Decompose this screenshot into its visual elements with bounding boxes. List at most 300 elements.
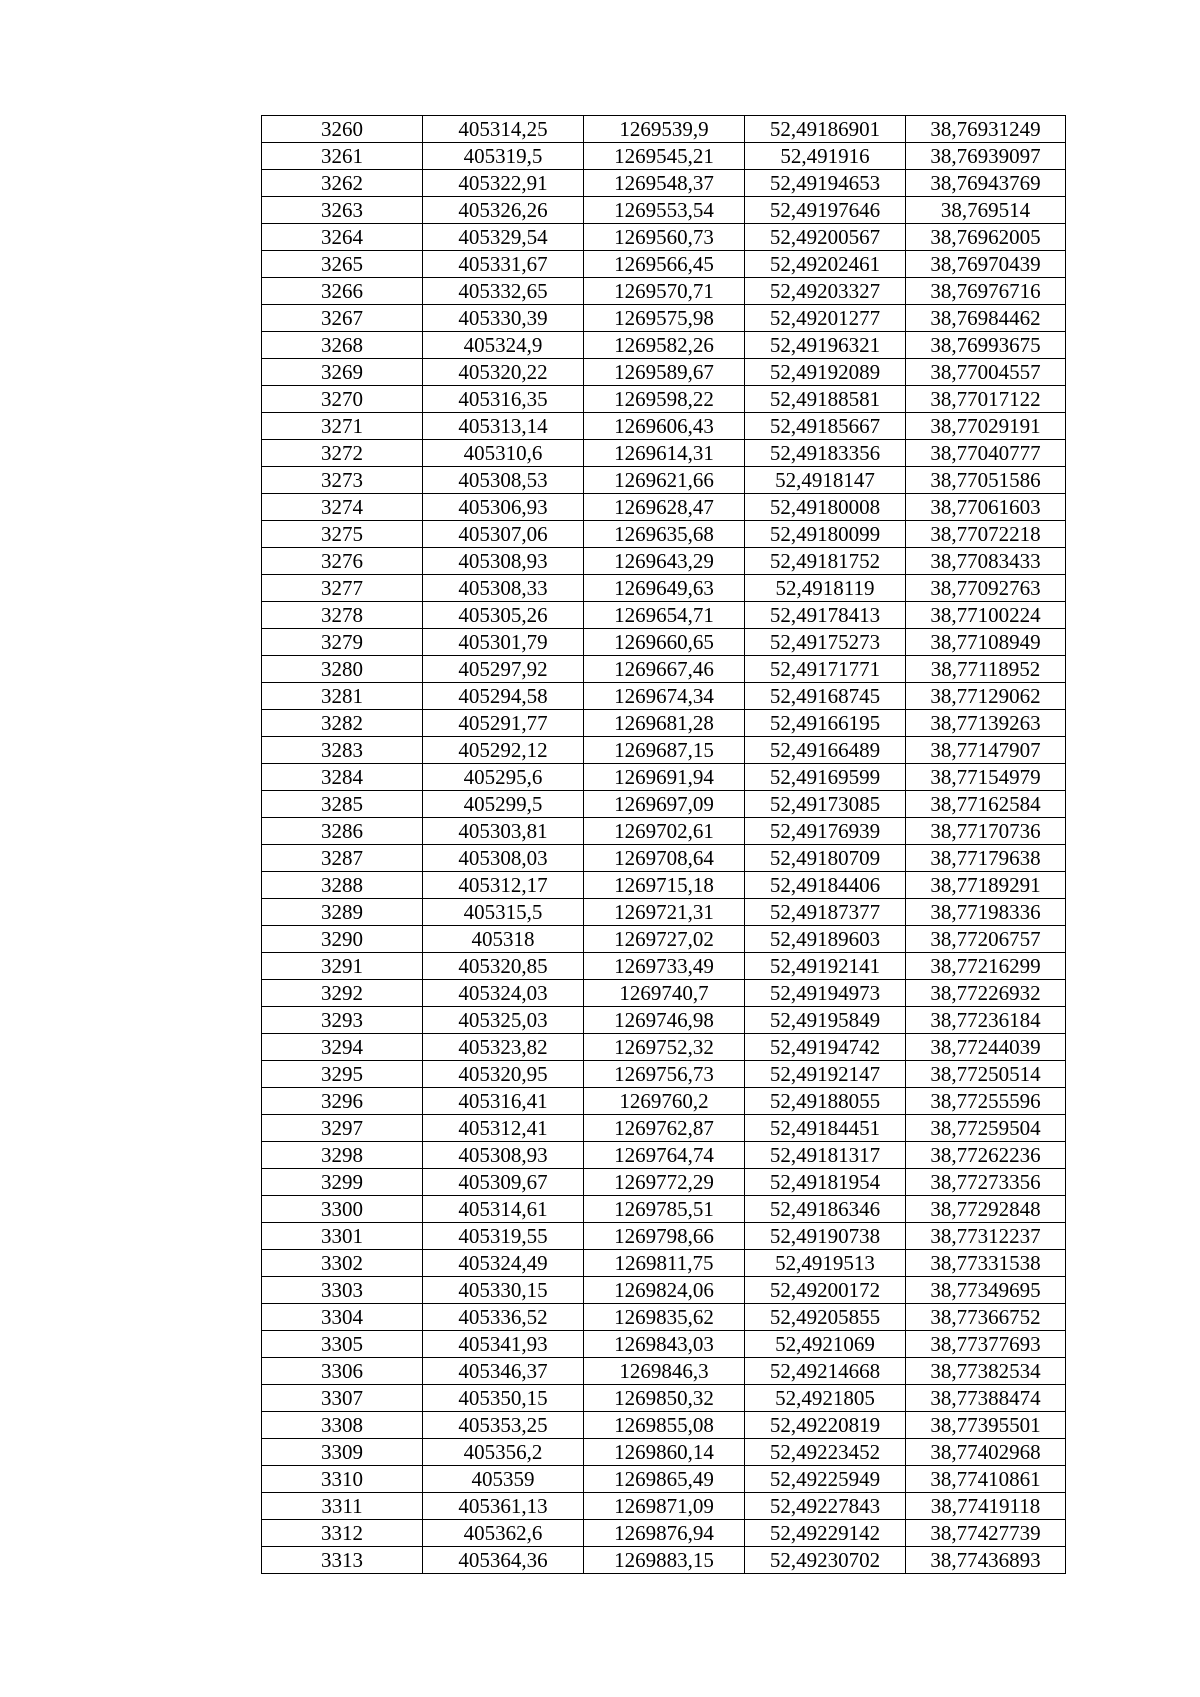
latitude-cell: 52,49190738 <box>745 1223 906 1250</box>
y-coordinate-cell: 1269865,49 <box>584 1466 745 1493</box>
table-row <box>262 1142 1066 1169</box>
y-coordinate-cell: 1269752,32 <box>584 1034 745 1061</box>
longitude-cell: 38,76931249 <box>906 116 1066 143</box>
point-number-cell: 3279 <box>262 629 423 656</box>
longitude-cell: 38,77108949 <box>906 629 1066 656</box>
y-coordinate-cell: 1269708,64 <box>584 845 745 872</box>
point-number-cell: 3271 <box>262 413 423 440</box>
x-coordinate-cell: 405320,22 <box>423 359 584 386</box>
point-number-cell: 3267 <box>262 305 423 332</box>
table-row <box>262 872 1066 899</box>
latitude-cell: 52,49188055 <box>745 1088 906 1115</box>
table-row <box>262 1358 1066 1385</box>
table-row <box>262 1439 1066 1466</box>
point-number-cell: 3297 <box>262 1115 423 1142</box>
longitude-cell: 38,77255596 <box>906 1088 1066 1115</box>
x-coordinate-cell: 405324,03 <box>423 980 584 1007</box>
latitude-cell: 52,49184451 <box>745 1115 906 1142</box>
latitude-cell: 52,49186901 <box>745 116 906 143</box>
y-coordinate-cell: 1269553,54 <box>584 197 745 224</box>
point-number-cell: 3273 <box>262 467 423 494</box>
point-number-cell: 3262 <box>262 170 423 197</box>
longitude-cell: 38,77051586 <box>906 467 1066 494</box>
latitude-cell: 52,49175273 <box>745 629 906 656</box>
x-coordinate-cell: 405308,53 <box>423 467 584 494</box>
point-number-cell: 3287 <box>262 845 423 872</box>
point-number-cell: 3277 <box>262 575 423 602</box>
table-row <box>262 116 1066 143</box>
longitude-cell: 38,77118952 <box>906 656 1066 683</box>
x-coordinate-cell: 405292,12 <box>423 737 584 764</box>
table-row <box>262 413 1066 440</box>
table-row <box>262 899 1066 926</box>
longitude-cell: 38,77402968 <box>906 1439 1066 1466</box>
y-coordinate-cell: 1269715,18 <box>584 872 745 899</box>
table-row <box>262 278 1066 305</box>
point-number-cell: 3265 <box>262 251 423 278</box>
x-coordinate-cell: 405332,65 <box>423 278 584 305</box>
latitude-cell: 52,49230702 <box>745 1547 906 1574</box>
y-coordinate-cell: 1269855,08 <box>584 1412 745 1439</box>
longitude-cell: 38,77250514 <box>906 1061 1066 1088</box>
y-coordinate-cell: 1269687,15 <box>584 737 745 764</box>
x-coordinate-cell: 405326,26 <box>423 197 584 224</box>
table-row <box>262 1466 1066 1493</box>
y-coordinate-cell: 1269721,31 <box>584 899 745 926</box>
point-number-cell: 3307 <box>262 1385 423 1412</box>
table-row <box>262 467 1066 494</box>
latitude-cell: 52,49220819 <box>745 1412 906 1439</box>
latitude-cell: 52,49173085 <box>745 791 906 818</box>
x-coordinate-cell: 405346,37 <box>423 1358 584 1385</box>
point-number-cell: 3302 <box>262 1250 423 1277</box>
point-number-cell: 3311 <box>262 1493 423 1520</box>
point-number-cell: 3278 <box>262 602 423 629</box>
table-row <box>262 359 1066 386</box>
longitude-cell: 38,77189291 <box>906 872 1066 899</box>
y-coordinate-cell: 1269643,29 <box>584 548 745 575</box>
latitude-cell: 52,49225949 <box>745 1466 906 1493</box>
y-coordinate-cell: 1269614,31 <box>584 440 745 467</box>
y-coordinate-cell: 1269598,22 <box>584 386 745 413</box>
y-coordinate-cell: 1269570,71 <box>584 278 745 305</box>
table-row <box>262 521 1066 548</box>
point-number-cell: 3304 <box>262 1304 423 1331</box>
point-number-cell: 3300 <box>262 1196 423 1223</box>
y-coordinate-cell: 1269835,62 <box>584 1304 745 1331</box>
x-coordinate-cell: 405312,41 <box>423 1115 584 1142</box>
x-coordinate-cell: 405312,17 <box>423 872 584 899</box>
latitude-cell: 52,49229142 <box>745 1520 906 1547</box>
point-number-cell: 3295 <box>262 1061 423 1088</box>
table-row <box>262 251 1066 278</box>
latitude-cell: 52,49194973 <box>745 980 906 1007</box>
y-coordinate-cell: 1269764,74 <box>584 1142 745 1169</box>
x-coordinate-cell: 405313,14 <box>423 413 584 440</box>
coordinates-table <box>261 115 1066 1574</box>
point-number-cell: 3293 <box>262 1007 423 1034</box>
longitude-cell: 38,77206757 <box>906 926 1066 953</box>
table-row <box>262 224 1066 251</box>
x-coordinate-cell: 405309,67 <box>423 1169 584 1196</box>
latitude-cell: 52,49194742 <box>745 1034 906 1061</box>
latitude-cell: 52,4918147 <box>745 467 906 494</box>
latitude-cell: 52,49166489 <box>745 737 906 764</box>
point-number-cell: 3264 <box>262 224 423 251</box>
point-number-cell: 3299 <box>262 1169 423 1196</box>
y-coordinate-cell: 1269697,09 <box>584 791 745 818</box>
table-row <box>262 683 1066 710</box>
longitude-cell: 38,77259504 <box>906 1115 1066 1142</box>
y-coordinate-cell: 1269566,45 <box>584 251 745 278</box>
table-row <box>262 305 1066 332</box>
point-number-cell: 3269 <box>262 359 423 386</box>
longitude-cell: 38,77410861 <box>906 1466 1066 1493</box>
x-coordinate-cell: 405316,35 <box>423 386 584 413</box>
table-row <box>262 1331 1066 1358</box>
table-row <box>262 1088 1066 1115</box>
y-coordinate-cell: 1269582,26 <box>584 332 745 359</box>
x-coordinate-cell: 405329,54 <box>423 224 584 251</box>
point-number-cell: 3285 <box>262 791 423 818</box>
latitude-cell: 52,49181317 <box>745 1142 906 1169</box>
x-coordinate-cell: 405314,25 <box>423 116 584 143</box>
table-row <box>262 1547 1066 1574</box>
longitude-cell: 38,77061603 <box>906 494 1066 521</box>
table-row <box>262 953 1066 980</box>
longitude-cell: 38,76939097 <box>906 143 1066 170</box>
y-coordinate-cell: 1269762,87 <box>584 1115 745 1142</box>
longitude-cell: 38,76962005 <box>906 224 1066 251</box>
latitude-cell: 52,49201277 <box>745 305 906 332</box>
longitude-cell: 38,77139263 <box>906 710 1066 737</box>
latitude-cell: 52,49180709 <box>745 845 906 872</box>
point-number-cell: 3286 <box>262 818 423 845</box>
table-row <box>262 656 1066 683</box>
latitude-cell: 52,49195849 <box>745 1007 906 1034</box>
y-coordinate-cell: 1269621,66 <box>584 467 745 494</box>
y-coordinate-cell: 1269843,03 <box>584 1331 745 1358</box>
longitude-cell: 38,77100224 <box>906 602 1066 629</box>
x-coordinate-cell: 405308,93 <box>423 548 584 575</box>
y-coordinate-cell: 1269628,47 <box>584 494 745 521</box>
y-coordinate-cell: 1269876,94 <box>584 1520 745 1547</box>
x-coordinate-cell: 405353,25 <box>423 1412 584 1439</box>
point-number-cell: 3291 <box>262 953 423 980</box>
latitude-cell: 52,49181954 <box>745 1169 906 1196</box>
latitude-cell: 52,49196321 <box>745 332 906 359</box>
x-coordinate-cell: 405330,15 <box>423 1277 584 1304</box>
table-row <box>262 764 1066 791</box>
longitude-cell: 38,77129062 <box>906 683 1066 710</box>
table-row <box>262 1277 1066 1304</box>
point-number-cell: 3309 <box>262 1439 423 1466</box>
latitude-cell: 52,49180099 <box>745 521 906 548</box>
point-number-cell: 3294 <box>262 1034 423 1061</box>
x-coordinate-cell: 405336,52 <box>423 1304 584 1331</box>
x-coordinate-cell: 405324,9 <box>423 332 584 359</box>
point-number-cell: 3301 <box>262 1223 423 1250</box>
latitude-cell: 52,4921069 <box>745 1331 906 1358</box>
latitude-cell: 52,49192147 <box>745 1061 906 1088</box>
point-number-cell: 3266 <box>262 278 423 305</box>
longitude-cell: 38,76943769 <box>906 170 1066 197</box>
latitude-cell: 52,49176939 <box>745 818 906 845</box>
x-coordinate-cell: 405303,81 <box>423 818 584 845</box>
longitude-cell: 38,77236184 <box>906 1007 1066 1034</box>
y-coordinate-cell: 1269883,15 <box>584 1547 745 1574</box>
point-number-cell: 3290 <box>262 926 423 953</box>
latitude-cell: 52,49203327 <box>745 278 906 305</box>
longitude-cell: 38,77377693 <box>906 1331 1066 1358</box>
x-coordinate-cell: 405320,95 <box>423 1061 584 1088</box>
longitude-cell: 38,77029191 <box>906 413 1066 440</box>
point-number-cell: 3284 <box>262 764 423 791</box>
y-coordinate-cell: 1269846,3 <box>584 1358 745 1385</box>
table-row <box>262 1007 1066 1034</box>
x-coordinate-cell: 405356,2 <box>423 1439 584 1466</box>
latitude-cell: 52,49227843 <box>745 1493 906 1520</box>
y-coordinate-cell: 1269798,66 <box>584 1223 745 1250</box>
longitude-cell: 38,77244039 <box>906 1034 1066 1061</box>
table-row <box>262 737 1066 764</box>
y-coordinate-cell: 1269860,14 <box>584 1439 745 1466</box>
point-number-cell: 3268 <box>262 332 423 359</box>
latitude-cell: 52,4921805 <box>745 1385 906 1412</box>
x-coordinate-cell: 405318 <box>423 926 584 953</box>
latitude-cell: 52,49194653 <box>745 170 906 197</box>
x-coordinate-cell: 405308,93 <box>423 1142 584 1169</box>
point-number-cell: 3292 <box>262 980 423 1007</box>
x-coordinate-cell: 405320,85 <box>423 953 584 980</box>
longitude-cell: 38,77198336 <box>906 899 1066 926</box>
point-number-cell: 3306 <box>262 1358 423 1385</box>
latitude-cell: 52,49200172 <box>745 1277 906 1304</box>
longitude-cell: 38,77017122 <box>906 386 1066 413</box>
x-coordinate-cell: 405322,91 <box>423 170 584 197</box>
y-coordinate-cell: 1269824,06 <box>584 1277 745 1304</box>
point-number-cell: 3313 <box>262 1547 423 1574</box>
y-coordinate-cell: 1269539,9 <box>584 116 745 143</box>
table-row <box>262 710 1066 737</box>
y-coordinate-cell: 1269667,46 <box>584 656 745 683</box>
latitude-cell: 52,49200567 <box>745 224 906 251</box>
y-coordinate-cell: 1269760,2 <box>584 1088 745 1115</box>
y-coordinate-cell: 1269606,43 <box>584 413 745 440</box>
x-coordinate-cell: 405362,6 <box>423 1520 584 1547</box>
x-coordinate-cell: 405361,13 <box>423 1493 584 1520</box>
point-number-cell: 3296 <box>262 1088 423 1115</box>
latitude-cell: 52,49192141 <box>745 953 906 980</box>
table-row <box>262 1034 1066 1061</box>
table-row <box>262 980 1066 1007</box>
table-row <box>262 1223 1066 1250</box>
longitude-cell: 38,77395501 <box>906 1412 1066 1439</box>
longitude-cell: 38,77419118 <box>906 1493 1066 1520</box>
longitude-cell: 38,77083433 <box>906 548 1066 575</box>
table-row <box>262 629 1066 656</box>
latitude-cell: 52,49184406 <box>745 872 906 899</box>
latitude-cell: 52,49192089 <box>745 359 906 386</box>
longitude-cell: 38,77147907 <box>906 737 1066 764</box>
x-coordinate-cell: 405310,6 <box>423 440 584 467</box>
table-row <box>262 332 1066 359</box>
x-coordinate-cell: 405319,5 <box>423 143 584 170</box>
table-row <box>262 386 1066 413</box>
x-coordinate-cell: 405297,92 <box>423 656 584 683</box>
y-coordinate-cell: 1269635,68 <box>584 521 745 548</box>
longitude-cell: 38,77331538 <box>906 1250 1066 1277</box>
x-coordinate-cell: 405291,77 <box>423 710 584 737</box>
table-row <box>262 926 1066 953</box>
longitude-cell: 38,76984462 <box>906 305 1066 332</box>
table-row <box>262 1115 1066 1142</box>
longitude-cell: 38,77179638 <box>906 845 1066 872</box>
y-coordinate-cell: 1269589,67 <box>584 359 745 386</box>
latitude-cell: 52,49178413 <box>745 602 906 629</box>
x-coordinate-cell: 405350,15 <box>423 1385 584 1412</box>
latitude-cell: 52,49205855 <box>745 1304 906 1331</box>
y-coordinate-cell: 1269785,51 <box>584 1196 745 1223</box>
y-coordinate-cell: 1269850,32 <box>584 1385 745 1412</box>
y-coordinate-cell: 1269740,7 <box>584 980 745 1007</box>
point-number-cell: 3270 <box>262 386 423 413</box>
x-coordinate-cell: 405319,55 <box>423 1223 584 1250</box>
table-row <box>262 197 1066 224</box>
latitude-cell: 52,4918119 <box>745 575 906 602</box>
latitude-cell: 52,49181752 <box>745 548 906 575</box>
table-row <box>262 1250 1066 1277</box>
y-coordinate-cell: 1269727,02 <box>584 926 745 953</box>
longitude-cell: 38,76976716 <box>906 278 1066 305</box>
x-coordinate-cell: 405306,93 <box>423 494 584 521</box>
point-number-cell: 3289 <box>262 899 423 926</box>
longitude-cell: 38,77216299 <box>906 953 1066 980</box>
table-row <box>262 143 1066 170</box>
longitude-cell: 38,77154979 <box>906 764 1066 791</box>
table-row <box>262 575 1066 602</box>
x-coordinate-cell: 405299,5 <box>423 791 584 818</box>
longitude-cell: 38,77366752 <box>906 1304 1066 1331</box>
longitude-cell: 38,77273356 <box>906 1169 1066 1196</box>
table-row <box>262 845 1066 872</box>
latitude-cell: 52,49183356 <box>745 440 906 467</box>
x-coordinate-cell: 405315,5 <box>423 899 584 926</box>
x-coordinate-cell: 405307,06 <box>423 521 584 548</box>
longitude-cell: 38,77349695 <box>906 1277 1066 1304</box>
x-coordinate-cell: 405301,79 <box>423 629 584 656</box>
point-number-cell: 3275 <box>262 521 423 548</box>
latitude-cell: 52,49202461 <box>745 251 906 278</box>
point-number-cell: 3308 <box>262 1412 423 1439</box>
latitude-cell: 52,49188581 <box>745 386 906 413</box>
table-row <box>262 1304 1066 1331</box>
x-coordinate-cell: 405294,58 <box>423 683 584 710</box>
y-coordinate-cell: 1269871,09 <box>584 1493 745 1520</box>
latitude-cell: 52,49180008 <box>745 494 906 521</box>
longitude-cell: 38,769514 <box>906 197 1066 224</box>
table-row <box>262 1493 1066 1520</box>
latitude-cell: 52,49197646 <box>745 197 906 224</box>
point-number-cell: 3280 <box>262 656 423 683</box>
longitude-cell: 38,76970439 <box>906 251 1066 278</box>
latitude-cell: 52,49185667 <box>745 413 906 440</box>
x-coordinate-cell: 405359 <box>423 1466 584 1493</box>
longitude-cell: 38,77382534 <box>906 1358 1066 1385</box>
y-coordinate-cell: 1269548,37 <box>584 170 745 197</box>
y-coordinate-cell: 1269702,61 <box>584 818 745 845</box>
longitude-cell: 38,77040777 <box>906 440 1066 467</box>
longitude-cell: 38,77072218 <box>906 521 1066 548</box>
table-row <box>262 1412 1066 1439</box>
latitude-cell: 52,49214668 <box>745 1358 906 1385</box>
table-row <box>262 494 1066 521</box>
x-coordinate-cell: 405308,33 <box>423 575 584 602</box>
latitude-cell: 52,49189603 <box>745 926 906 953</box>
y-coordinate-cell: 1269772,29 <box>584 1169 745 1196</box>
table-row <box>262 791 1066 818</box>
x-coordinate-cell: 405305,26 <box>423 602 584 629</box>
y-coordinate-cell: 1269811,75 <box>584 1250 745 1277</box>
longitude-cell: 38,77262236 <box>906 1142 1066 1169</box>
table-row <box>262 1061 1066 1088</box>
longitude-cell: 38,77004557 <box>906 359 1066 386</box>
x-coordinate-cell: 405323,82 <box>423 1034 584 1061</box>
longitude-cell: 38,77436893 <box>906 1547 1066 1574</box>
latitude-cell: 52,4919513 <box>745 1250 906 1277</box>
longitude-cell: 38,77162584 <box>906 791 1066 818</box>
y-coordinate-cell: 1269733,49 <box>584 953 745 980</box>
latitude-cell: 52,491916 <box>745 143 906 170</box>
latitude-cell: 52,49187377 <box>745 899 906 926</box>
y-coordinate-cell: 1269654,71 <box>584 602 745 629</box>
longitude-cell: 38,77388474 <box>906 1385 1066 1412</box>
table-row <box>262 818 1066 845</box>
x-coordinate-cell: 405330,39 <box>423 305 584 332</box>
point-number-cell: 3283 <box>262 737 423 764</box>
point-number-cell: 3263 <box>262 197 423 224</box>
point-number-cell: 3272 <box>262 440 423 467</box>
point-number-cell: 3298 <box>262 1142 423 1169</box>
point-number-cell: 3261 <box>262 143 423 170</box>
y-coordinate-cell: 1269660,65 <box>584 629 745 656</box>
coordinates-table-body <box>262 116 1066 1574</box>
y-coordinate-cell: 1269681,28 <box>584 710 745 737</box>
table-row <box>262 440 1066 467</box>
y-coordinate-cell: 1269649,63 <box>584 575 745 602</box>
latitude-cell: 52,49171771 <box>745 656 906 683</box>
point-number-cell: 3260 <box>262 116 423 143</box>
x-coordinate-cell: 405295,6 <box>423 764 584 791</box>
point-number-cell: 3288 <box>262 872 423 899</box>
y-coordinate-cell: 1269575,98 <box>584 305 745 332</box>
table-row <box>262 1385 1066 1412</box>
latitude-cell: 52,49186346 <box>745 1196 906 1223</box>
y-coordinate-cell: 1269674,34 <box>584 683 745 710</box>
point-number-cell: 3312 <box>262 1520 423 1547</box>
point-number-cell: 3274 <box>262 494 423 521</box>
table-row <box>262 1196 1066 1223</box>
table-row <box>262 548 1066 575</box>
y-coordinate-cell: 1269691,94 <box>584 764 745 791</box>
longitude-cell: 38,77312237 <box>906 1223 1066 1250</box>
point-number-cell: 3282 <box>262 710 423 737</box>
point-number-cell: 3303 <box>262 1277 423 1304</box>
x-coordinate-cell: 405325,03 <box>423 1007 584 1034</box>
y-coordinate-cell: 1269545,21 <box>584 143 745 170</box>
longitude-cell: 38,77427739 <box>906 1520 1066 1547</box>
longitude-cell: 38,77092763 <box>906 575 1066 602</box>
